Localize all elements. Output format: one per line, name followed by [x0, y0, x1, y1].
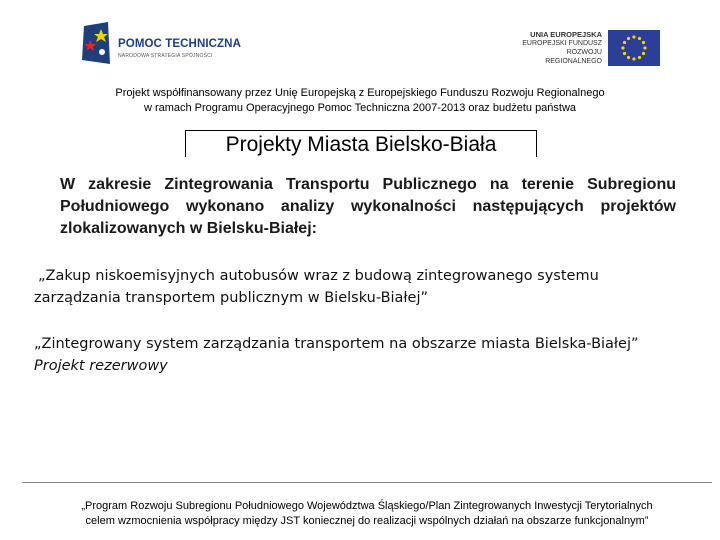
project-2-status: Projekt rezerwowy [34, 358, 168, 374]
footer-text [22, 499, 712, 529]
project-2-line1: „Zintegrowany system zarządzania transportem na obszarze miasta Bielska-Białej” [34, 336, 639, 352]
cofinancing-header [40, 86, 680, 116]
header-line1: Projekt współfinansowany przez Unię Europejską z Europejskiego Funduszu Rozwoju Regionalnego [115, 87, 605, 99]
footer-divider [22, 482, 712, 483]
eu-logo-line1: UNIA EUROPEJSKA [530, 30, 602, 39]
project-1-line1: „Zakup niskoemisyjnych autobusów wraz z budową zintegrowanego systemu [38, 268, 599, 284]
eu-logo-line2: EUROPEJSKI FUNDUSZ [522, 40, 602, 47]
project-1-line2: zarządzania transportem publicznym w Bielsku-Białej” [34, 290, 429, 306]
footer-line1: „Program Rozwoju Subregionu Południowego Województwa Śląskiego/Plan Zintegrowanych Inwestycji Terytorialnych [81, 500, 653, 512]
eu-logo-line3: ROZWOJU REGIONALNEGO [545, 49, 602, 65]
eu-logo [508, 30, 660, 70]
intro-paragraph: W zakresie Zintegrowania Transportu Publicznego na terenie Subregionu Południowego wykonano analizy wykonalności następujących projektów zlokalizowanych w Bielsku-Białej: [60, 176, 676, 237]
project-item [34, 265, 714, 309]
eu-flag-icon [608, 30, 660, 66]
project-item [34, 333, 714, 377]
logo-left-name: POMOC TECHNICZNA [118, 38, 241, 50]
page-title: Projekty Miasta Bielsko-Biała [185, 130, 537, 157]
header-line2: w ramach Programu Operacyjnego Pomoc Techniczna 2007-2013 oraz budżetu państwa [143, 102, 577, 114]
pomoc-techniczna-emblem-icon [80, 20, 114, 66]
pomoc-techniczna-logo [80, 20, 250, 70]
footer-line2: celem wzmocnienia współpracy między JST koniecznej do realizacji wspólnych działań na obszarze funkcjonalnym” [85, 515, 649, 527]
logo-left-subtitle: NARODOWA STRATEGIA SPÓJNOŚCI [118, 53, 213, 59]
